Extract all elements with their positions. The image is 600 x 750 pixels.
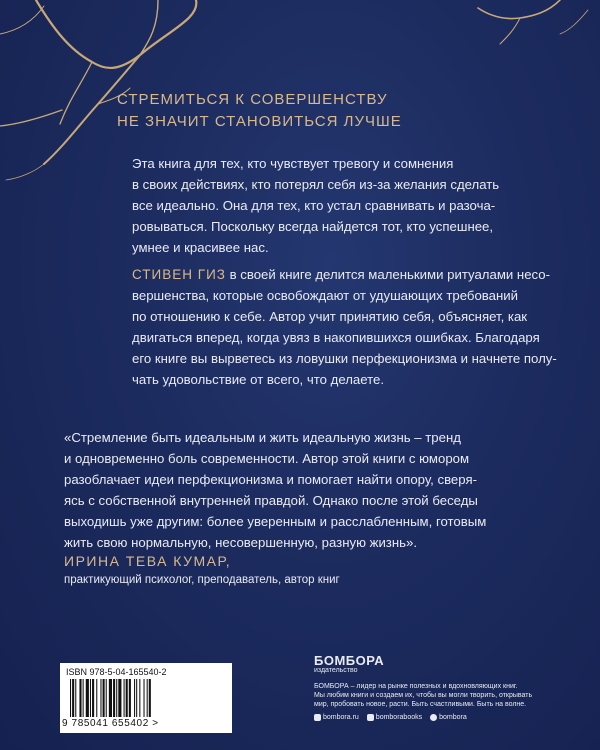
barcode-bar xyxy=(129,679,131,717)
headline xyxy=(117,89,537,133)
barcode-bar xyxy=(103,679,105,717)
barcode-bar xyxy=(96,679,97,717)
book-author-name: СТИВЕН ГИЗ xyxy=(132,267,226,282)
quote-line: ясь с собственной внутренней правдой. Однако после этой беседы xyxy=(64,493,478,508)
text-line: Мы любим книги и создаем их, чтобы вы могли творить, открывать xyxy=(314,692,533,699)
text-line: в своих действиях, кто потерял себя из-за желания сделать xyxy=(132,177,500,192)
telegram-icon xyxy=(430,714,437,721)
text-line: двигаться вперед, когда увяз в накопившихся ошибках. Благодаря xyxy=(132,330,540,345)
barcode-bar xyxy=(116,679,117,717)
text-line: в своей книге делится маленькими ритуалами несо- xyxy=(225,267,550,282)
social-label: bombora xyxy=(439,714,467,721)
barcode-bar xyxy=(70,679,71,717)
text-line: мир, пробовать новое, расти. Быть счастливыми. Быть на волне. xyxy=(314,701,527,708)
text-line: его книге вы вырветесь из ловушки перфекционизма и начнете полу- xyxy=(132,351,557,366)
quote-line: жить свою нормальную, несовершенную, разную жизнь». xyxy=(64,535,418,550)
barcode-bar xyxy=(100,679,101,717)
barcode-bar xyxy=(144,679,145,717)
barcode-bar xyxy=(90,679,91,717)
social-link[interactable] xyxy=(367,714,422,721)
barcode-bar xyxy=(86,679,89,717)
publisher-subtitle: издательство xyxy=(314,667,358,674)
text-line: ровываться. Поскольку всегда найдется тот, кто успешнее, xyxy=(132,219,494,234)
barcode-bar xyxy=(126,679,128,717)
barcode-bar xyxy=(83,679,84,717)
barcode-bars xyxy=(70,679,226,717)
text-line: по отношению к себе. Автор учит принятию себя, объясняет, как xyxy=(132,309,528,324)
barcode-bar xyxy=(134,679,135,717)
text-line: умнее и красивее нас. xyxy=(132,240,269,255)
barcode-bar xyxy=(136,679,137,717)
social-link[interactable] xyxy=(314,714,359,721)
instagram-icon xyxy=(314,714,321,721)
quote-line: и одновременно боль современности. Автор этой книги с юмором xyxy=(64,451,470,466)
text-line: БОМБОРА – лидер на рынке полезных и вдохновляющих книг. xyxy=(314,683,518,690)
barcode-bar xyxy=(118,679,121,717)
description-paragraph xyxy=(132,153,532,258)
review-quote xyxy=(64,427,544,553)
barcode-bar xyxy=(106,679,107,717)
headline-line: НЕ ЗНАЧИТ СТАНОВИТЬСЯ ЛУЧШЕ xyxy=(117,113,402,130)
barcode-bar xyxy=(92,679,94,717)
publisher-description xyxy=(314,682,574,709)
barcode-bar xyxy=(149,679,151,717)
barcode-bar xyxy=(72,679,74,717)
author-paragraph xyxy=(132,264,557,390)
publisher-logo: БОМБОРА xyxy=(314,653,385,668)
barcode-bar xyxy=(109,679,112,717)
publisher-socials xyxy=(314,714,574,721)
isbn-number: ISBN 978-5-04-165540-2 xyxy=(66,667,167,677)
barcode-bar xyxy=(139,679,140,717)
text-line: вершенства, которые освобождают от удушающих требований xyxy=(132,288,519,303)
quote-line: выходишь уже другим: более уверенным и расслабленным, готовым xyxy=(64,514,487,529)
publisher-block xyxy=(314,653,574,721)
quote-author-credentials: практикующий психолог, преподаватель, автор книг xyxy=(64,574,340,586)
text-line: чать удовольствие от всего, что делаете. xyxy=(132,372,385,387)
barcode-bar xyxy=(124,679,125,717)
barcode-bar xyxy=(147,679,148,717)
social-link[interactable] xyxy=(430,714,467,721)
headline-line: СТРЕМИТЬСЯ К СОВЕРШЕНСТВУ xyxy=(117,91,388,108)
social-label: bombora.ru xyxy=(323,714,359,721)
barcode-bar xyxy=(75,679,76,717)
barcode-bar xyxy=(113,679,115,717)
text-line: Эта книга для тех, кто чувствует тревогу и сомнения xyxy=(132,156,454,171)
quote-line: разоблачает идеи перфекционизма и помогает найти опору, сверя- xyxy=(64,472,477,487)
quote-author: ИРИНА ТЕВА КУМАР, xyxy=(64,553,232,569)
vk-icon xyxy=(367,714,374,721)
quote-line: «Стремление быть идеальным и жить идеальную жизнь – тренд xyxy=(64,430,461,445)
social-label: bomborabooks xyxy=(375,714,423,721)
barcode-bar xyxy=(79,679,81,717)
text-line: все идеально. Она для тех, кто устал сравнивать и разоча- xyxy=(132,198,496,213)
isbn-barcode xyxy=(60,663,232,733)
barcode-digits: 9 785041 655402 > xyxy=(62,718,159,729)
